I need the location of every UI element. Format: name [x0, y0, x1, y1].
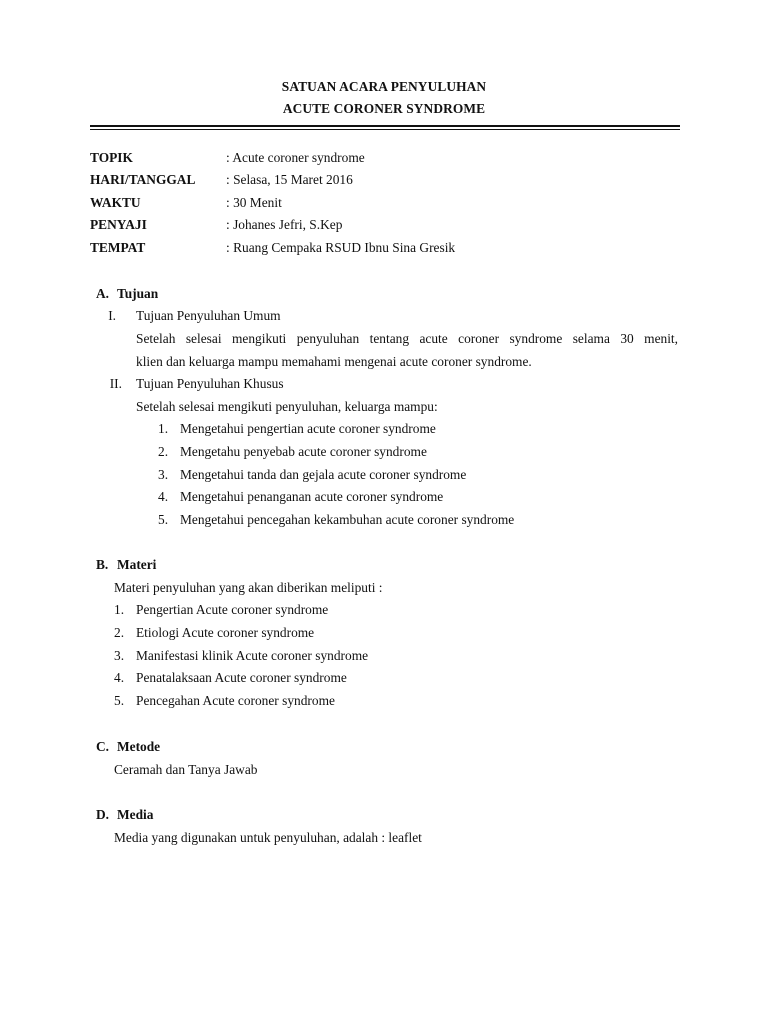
list-number: 3. [158, 467, 169, 482]
info-value: : 30 Menit [226, 195, 282, 210]
info-value: : Johanes Jefri, S.Kep [226, 217, 343, 232]
list-number: 1. [158, 421, 169, 436]
section-letter: B. [96, 557, 109, 572]
list-number: 3. [114, 648, 125, 663]
list-number: 2. [114, 625, 125, 640]
paragraph-line: Materi penyuluhan yang akan diberikan meliputi : [114, 580, 383, 595]
list-item [158, 467, 466, 483]
list-number: 5. [158, 512, 169, 527]
list-text: Etiologi Acute coroner syndrome [136, 625, 315, 640]
info-label: TEMPAT [90, 240, 146, 255]
list-text: Mengetahui penanganan acute coroner syndrome [180, 489, 444, 504]
list-text: Pencegahan Acute coroner syndrome [136, 693, 335, 708]
subsection-title: Tujuan Penyuluhan Umum [136, 308, 281, 323]
list-item [158, 512, 514, 528]
roman-numeral: II. [109, 376, 122, 391]
list-text: Mengetahui pencegahan kekambuhan acute coroner syndrome [180, 512, 515, 527]
paragraph-line: Ceramah dan Tanya Jawab [114, 762, 258, 777]
document-title: SATUAN ACARA PENYULUHAN [281, 79, 487, 94]
subsection-title: Tujuan Penyuluhan Khusus [136, 376, 284, 391]
section-letter: A. [96, 286, 110, 301]
list-number: 5. [114, 693, 125, 708]
paragraph-line: klien dan keluarga mampu memahami mengenai acute coroner syndrome. [136, 354, 532, 369]
section-title: Metode [117, 739, 161, 754]
section-d-heading [96, 807, 153, 823]
roman-numeral: I. [108, 308, 116, 323]
section-b-heading [96, 557, 156, 573]
header-rule-thin [90, 129, 680, 130]
list-text: Manifestasi klinik Acute coroner syndrome [136, 648, 369, 663]
list-text: Mengetahui tanda dan gejala acute coroner syndrome [180, 467, 467, 482]
list-item [114, 693, 335, 709]
paragraph-line: Media yang digunakan untuk penyuluhan, adalah : leaflet [114, 830, 422, 845]
paragraph-line: Setelah selesai mengikuti penyuluhan tentang acute coroner syndrome selama 30 menit, [136, 331, 678, 346]
section-letter: D. [96, 807, 110, 822]
list-text: Pengertian Acute coroner syndrome [136, 602, 329, 617]
info-label: TOPIK [90, 150, 133, 165]
info-value: : Acute coroner syndrome [226, 150, 365, 165]
list-item [114, 625, 314, 641]
list-text: Mengetahu penyebab acute coroner syndrome [180, 444, 427, 459]
list-text: Penatalaksaan Acute coroner syndrome [136, 670, 347, 685]
list-number: 4. [114, 670, 125, 685]
list-item [158, 489, 443, 505]
section-c-heading [96, 739, 160, 755]
list-item [158, 421, 436, 437]
list-item [114, 648, 368, 664]
list-number: 2. [158, 444, 169, 459]
info-label: PENYAJI [90, 217, 147, 232]
paragraph-line: Setelah selesai mengikuti penyuluhan, keluarga mampu: [136, 399, 438, 414]
list-text: Mengetahui pengertian acute coroner syndrome [180, 421, 436, 436]
section-letter: C. [96, 739, 110, 754]
list-item [114, 602, 328, 618]
header-rule-thick [90, 125, 680, 127]
info-value: : Selasa, 15 Maret 2016 [226, 172, 353, 187]
section-title: Media [117, 807, 154, 822]
list-item [114, 670, 347, 686]
document-subtitle: ACUTE CORONER SYNDROME [282, 101, 486, 116]
section-title: Tujuan [117, 286, 159, 301]
list-number: 4. [158, 489, 169, 504]
section-title: Materi [117, 557, 157, 572]
list-number: 1. [114, 602, 125, 617]
section-a-heading [96, 286, 158, 302]
info-label: HARI/TANGGAL [90, 172, 196, 187]
info-value: : Ruang Cempaka RSUD Ibnu Sina Gresik [226, 240, 456, 255]
list-item [158, 444, 427, 460]
info-label: WAKTU [90, 195, 141, 210]
